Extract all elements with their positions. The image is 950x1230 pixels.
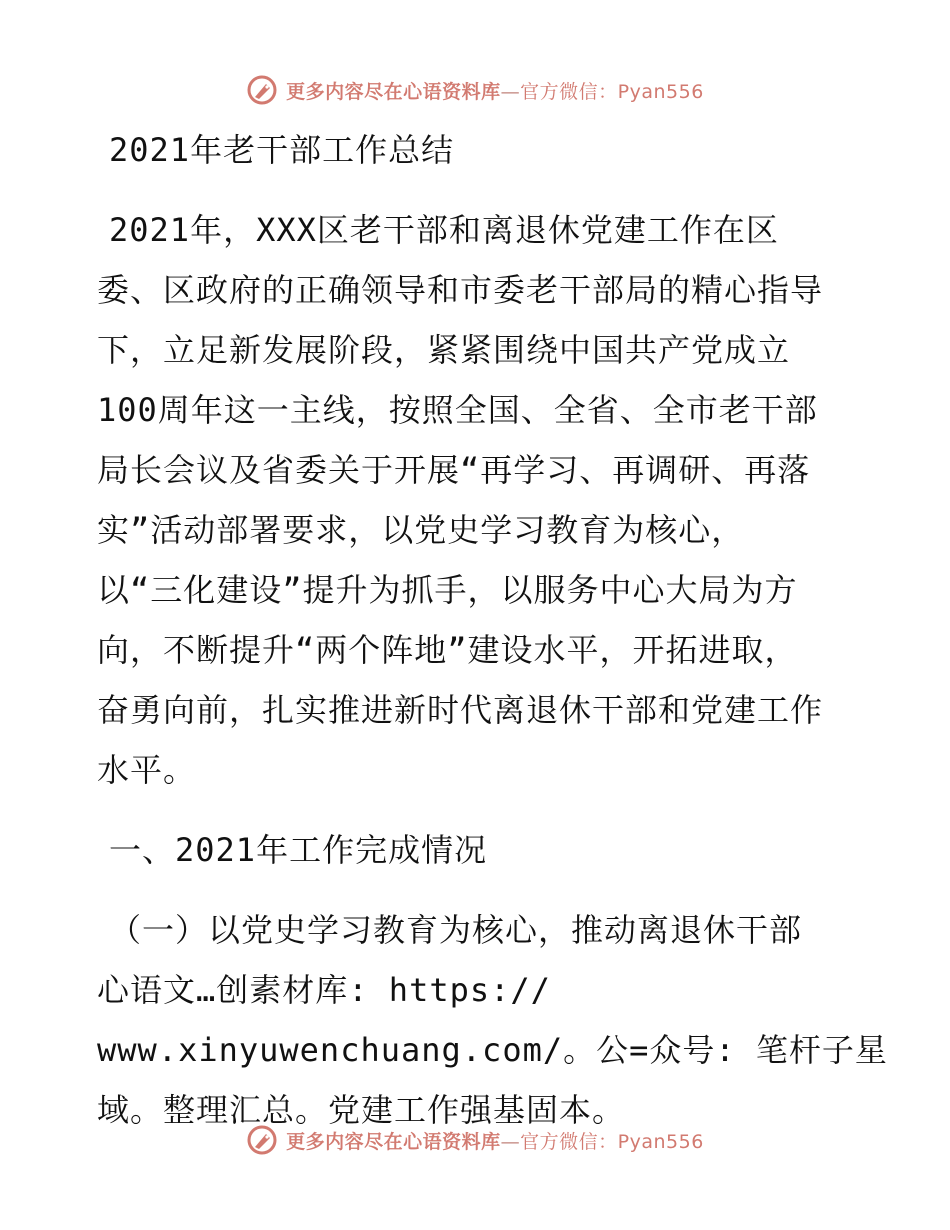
paragraph-line: （一）以党史学习教育为核心，推动离退休干部 [109, 911, 803, 949]
paragraph-line: 下，立足新发展阶段，紧紧围绕中国共产党成立 [97, 331, 791, 369]
paragraph-line: www.xinyuwenchuang.com/。公=众号: 笔杆子星 [97, 1031, 888, 1069]
watermark-contact: 官方微信：Pyan556 [520, 80, 704, 103]
paragraph-line: 实”活动部署要求，以党史学习教育为核心， [97, 511, 745, 549]
paragraph-line: 心语文…创素材库: https:// [97, 971, 551, 1009]
paragraph-line: 水平。 [97, 751, 197, 789]
paragraph-line: 2021年，XXX区老干部和离退休党建工作在区 [109, 211, 779, 249]
subsection-paragraph [97, 900, 888, 1140]
watermark-banner-top [0, 70, 950, 110]
watermark-title: 更多内容尽在心语资料库 [286, 1130, 501, 1153]
pen-nib-circle-icon [246, 1124, 278, 1156]
paragraph-line: 100周年这一主线，按照全国、全省、全市老干部 [97, 391, 818, 429]
watermark-text [286, 77, 704, 104]
watermark-text [286, 1127, 704, 1154]
document-body [97, 120, 888, 1140]
section-heading: 一、2021年工作完成情况 [109, 831, 488, 869]
watermark-separator: — [500, 80, 521, 103]
document-title: 2021年老干部工作总结 [109, 131, 455, 169]
watermark-separator: — [500, 1130, 521, 1153]
paragraph-line: 向，不断提升“两个阵地”建设水平，开拓进取， [97, 631, 798, 669]
paragraph-line: 以“三化建设”提升为抓手，以服务中心大局为方 [97, 571, 798, 609]
paragraph-line: 域。整理汇总。党建工作强基固本。 [97, 1091, 626, 1129]
watermark-title: 更多内容尽在心语资料库 [286, 80, 501, 103]
paragraph-line: 奋勇向前，扎实推进新时代离退休干部和党建工作 [97, 691, 824, 729]
watermark-banner-bottom [0, 1120, 950, 1160]
watermark-contact: 官方微信：Pyan556 [520, 1130, 704, 1153]
pen-nib-circle-icon [246, 74, 278, 106]
paragraph-line: 委、区政府的正确领导和市委老干部局的精心指导 [97, 271, 824, 309]
intro-paragraph [97, 200, 867, 800]
paragraph-line: 局长会议及省委关于开展“再学习、再调研、再落 [97, 451, 811, 489]
